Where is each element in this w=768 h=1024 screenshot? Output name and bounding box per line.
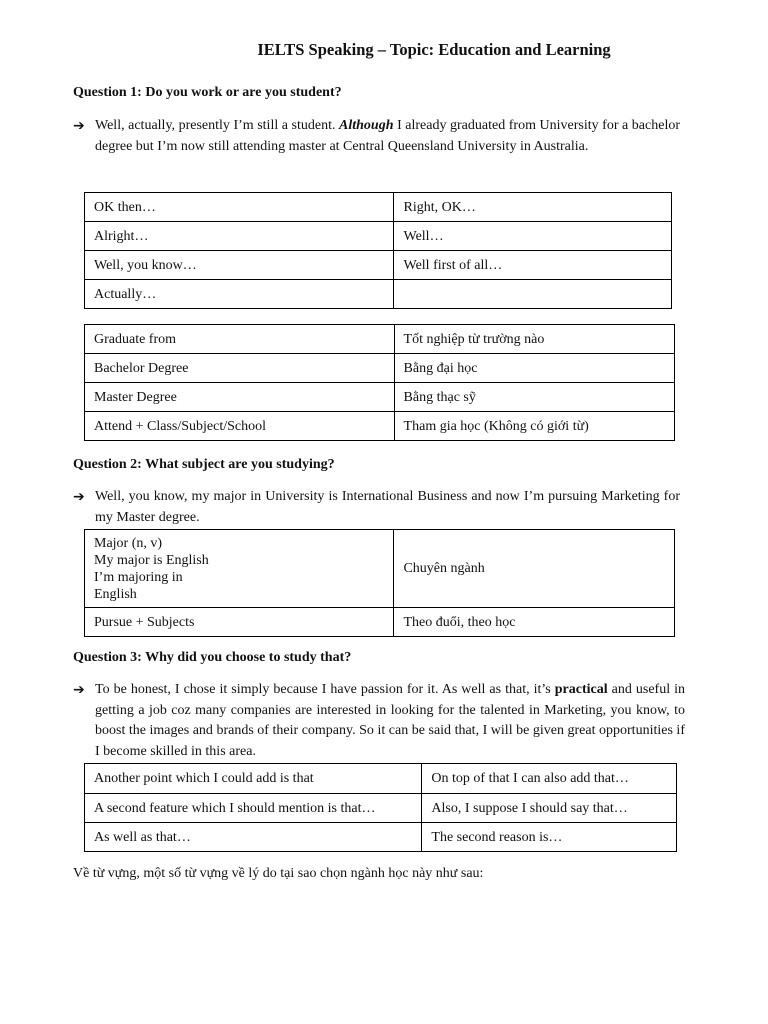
table-row: Well, you know… Well first of all…: [85, 251, 672, 280]
question-3: Question 3: Why did you choose to study that?: [73, 650, 352, 665]
question-2: Question 2: What subject are you studying?: [73, 457, 335, 472]
table-row: Attend + Class/Subject/School Tham gia học (Không có giới từ): [85, 412, 675, 441]
table-row: Major (n, v) My major is English I’m majoring in English Chuyên ngành: [85, 530, 675, 608]
table-row: Bachelor Degree Bằng đại học: [85, 354, 675, 383]
answer-2: ➔ Well, you know, my major in University is International Business and now I’m pursuing Marketing for my Master degree.: [73, 489, 680, 525]
footer-paragraph: Về từ vựng, một số từ vựng về lý do tại sao chọn ngành học này như sau:: [73, 866, 484, 881]
table-row: Graduate from Tốt nghiệp từ trường nào: [85, 325, 675, 354]
emphasis-practical: practical: [554, 682, 608, 697]
q2-vocab-table: [84, 529, 675, 637]
table-row: Master Degree Bằng thạc sỹ: [85, 383, 675, 412]
transition-phrases-table: [84, 763, 677, 852]
arrow-icon: ➔: [73, 489, 85, 505]
q1-vocab-table: [84, 324, 675, 441]
table-row: Alright… Well…: [85, 222, 672, 251]
document-title: IELTS Speaking – Topic: Education and Learning: [257, 40, 611, 59]
table-row: Pursue + Subjects Theo đuổi, theo học: [85, 608, 675, 637]
table-row: Another point which I could add is that On top of that I can also add that…: [85, 764, 677, 794]
arrow-icon: ➔: [73, 118, 85, 134]
table-row: As well as that… The second reason is…: [85, 823, 677, 852]
table-row: Actually…: [85, 280, 672, 309]
table-row: A second feature which I should mention is that… Also, I suppose I should say that…: [85, 794, 677, 823]
emphasis-although: Although: [339, 118, 394, 133]
answer-1: ➔ Well, actually, presently I’m still a student. Although I already graduated from University for a bachelor degree but I’m now still attending master at Central Queensland University in Australia.: [73, 118, 680, 154]
arrow-icon: ➔: [73, 682, 85, 698]
filler-phrases-table: [84, 192, 672, 309]
answer-3: ➔ To be honest, I chose it simply because I have passion for it. As well as that, it’s practical and useful in getting a job coz many companies are interested in looking for the talented in Marketing, you know, to boost the images and brands of their company. So it can be said that, I will be given great opportunities if I become skilled in this area.: [73, 682, 685, 759]
question-1: Question 1: Do you work or are you student?: [73, 85, 342, 100]
table-row: OK then… Right, OK…: [85, 193, 672, 222]
